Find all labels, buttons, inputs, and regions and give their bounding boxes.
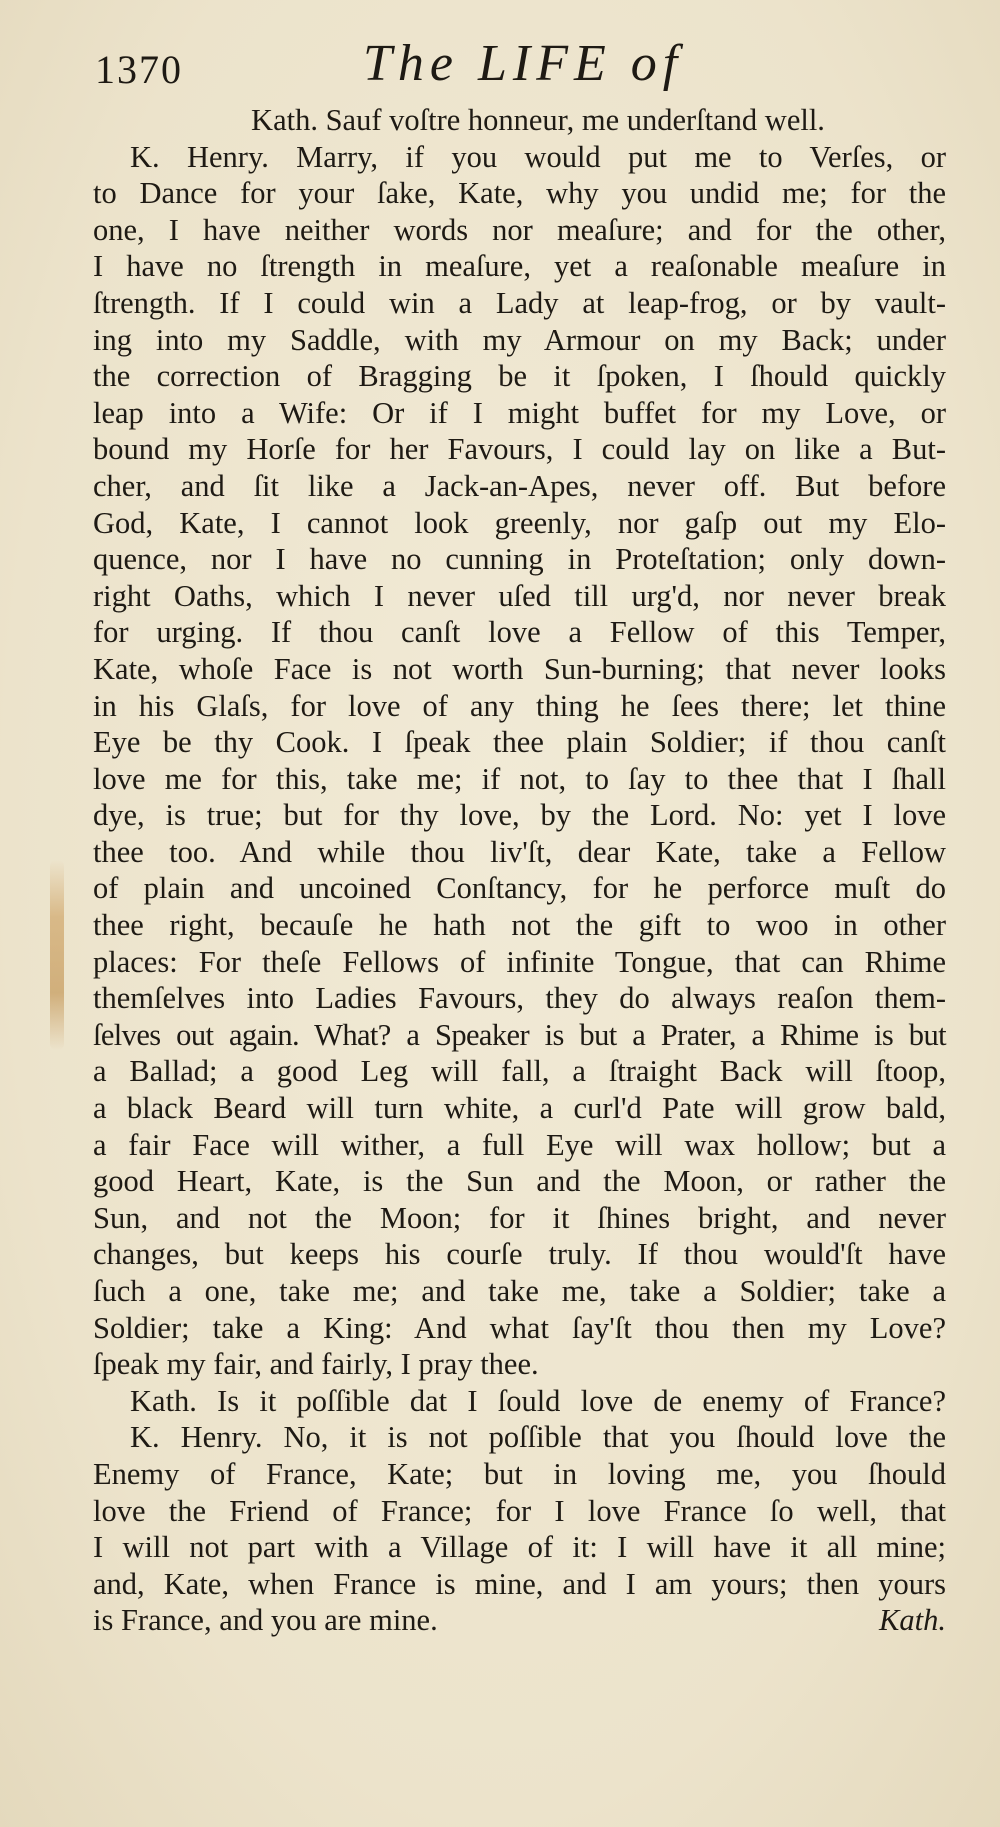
text-line: Kate, whoſe Face is not worth Sun-burning; that never looks — [93, 651, 946, 686]
text-line: I will not part with a Village of it: I will have it all mine; — [93, 1530, 946, 1565]
text-line: quence, nor I have no cunning in Proteſtation; only down- — [93, 542, 946, 577]
text-line: Enemy of France, Kate; but in loving me, you ſhould — [93, 1456, 946, 1491]
text-line: ſtrength. If I could win a Lady at leap-frog, or by vault- — [93, 285, 946, 320]
running-head: The LIFE of — [363, 35, 684, 92]
text-line: a Ballad; a good Leg will fall, a ſtraight Back will ſtoop, — [93, 1054, 946, 1089]
text-line: good Heart, Kate, is the Sun and the Moon, or rather the — [93, 1164, 946, 1199]
text-line: to Dance for your ſake, Kate, why you undid me; for the — [93, 176, 946, 211]
text-line: Soldier; take a King: And what ſay'ſt thou then my Love? — [93, 1310, 946, 1345]
text-line: is France, and you are mine. Kath. — [93, 1603, 946, 1638]
text-line: God, Kate, I cannot look greenly, nor gaſp out my Elo- — [93, 505, 946, 540]
text-line: love me for this, take me; if not, to ſay to thee that I ſhall — [93, 761, 946, 796]
text-line: cher, and ſit like a Jack-an-Apes, never off. But before — [93, 468, 946, 503]
text-line: thee too. And while thou liv'ſt, dear Kate, take a Fellow — [93, 834, 946, 869]
text-line: one, I have neither words nor meaſure; and for the other, — [93, 212, 946, 247]
body-text — [93, 102, 946, 1639]
text-line: I have no ſtrength in meaſure, yet a reaſonable meaſure in — [93, 249, 946, 284]
text-line: Kath. Is it poſſible dat I ſould love de enemy of France? — [130, 1383, 946, 1418]
text-line: places: For theſe Fellows of infinite Tongue, that can Rhime — [93, 944, 946, 979]
text-line: a black Beard will turn white, a curl'd Pate will grow bald, — [93, 1091, 946, 1126]
text-line: thee right, becauſe he hath not the gift to woo in other — [93, 908, 946, 943]
text-line: and, Kate, when France is mine, and I am yours; then yours — [93, 1566, 946, 1601]
text-line: of plain and uncoined Conſtancy, for he perforce muſt do — [93, 871, 946, 906]
text-line: ſuch a one, take me; and take me, take a Soldier; take a — [93, 1274, 946, 1308]
text-line: Sun, and not the Moon; for it ſhines bright, and never — [93, 1200, 946, 1235]
text-line: ſelves out again. What? a Speaker is but a Prater, a Rhime is but — [93, 1017, 946, 1052]
text-line: themſelves into Ladies Favours, they do always reaſon them- — [93, 981, 946, 1016]
text-line: bound my Horſe for her Favours, I could lay on like a But- — [93, 432, 946, 467]
text-line: a fair Face will wither, a full Eye will wax hollow; but a — [93, 1127, 946, 1162]
catchword: Kath. — [879, 1603, 946, 1638]
text-line: leap into a Wife: Or if I might buffet for my Love, or — [93, 395, 946, 430]
text-line: ſpeak my fair, and fairly, I pray thee. — [93, 1347, 539, 1382]
text-line: Eye be thy Cook. I ſpeak thee plain Soldier; if thou canſt — [93, 725, 946, 760]
text-line: Kath. Sauf voſtre honneur, me underſtand well. — [251, 103, 825, 137]
text-line: K. Henry. Marry, if you would put me to Verſes, or — [130, 139, 946, 174]
text-line: dye, is true; but for thy love, by the Lord. No: yet I love — [93, 798, 946, 833]
text-line: in his Glaſs, for love of any thing he ſees there; let thine — [93, 688, 946, 723]
text-line: K. Henry. No, it is not poſſible that you ſhould love the — [130, 1420, 946, 1455]
page-number: 1370 — [95, 47, 183, 92]
paper-stain — [50, 860, 64, 1050]
text-line: love the Friend of France; for I love France ſo well, that — [93, 1493, 946, 1528]
page-header — [93, 30, 713, 102]
text-line: right Oaths, which I never uſed till urg'd, nor never break — [93, 578, 946, 613]
text-line: for urging. If thou canſt love a Fellow of this Temper, — [93, 615, 946, 650]
text-line: ing into my Saddle, with my Armour on my Back; under — [93, 322, 946, 357]
text-line: changes, but keeps his courſe truly. If thou would'ſt have — [93, 1237, 946, 1272]
text-line: the correction of Bragging be it ſpoken, I ſhould quickly — [93, 359, 946, 394]
